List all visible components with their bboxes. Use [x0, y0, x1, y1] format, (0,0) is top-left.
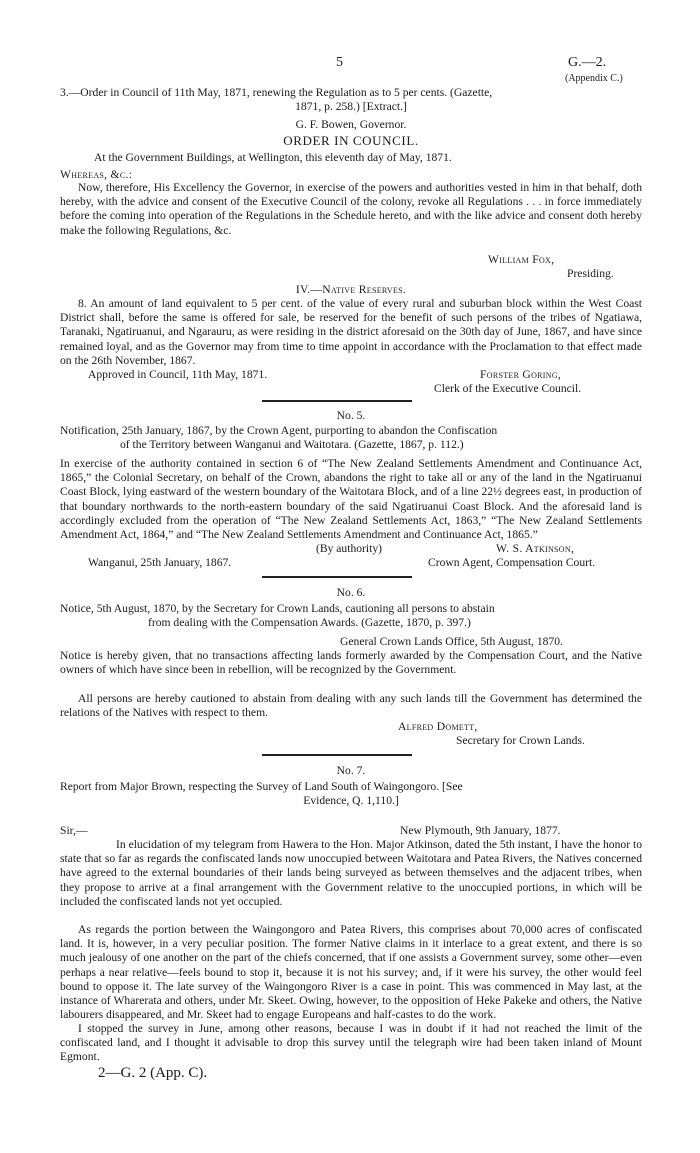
section3-title-line1: 3.—Order in Council of 11th May, 1871, renewing the Regulation as to 5 per cents. (Gazette,: [60, 86, 493, 99]
order-signer-name: William Fox,: [488, 253, 555, 266]
letter-paragraph-1: In elucidation of my telegram from Hawera to the Hon. Major Atkinson, dated the 5th instant, I have the honor to state that so far as regards the confiscated lands now unoccupied between Waitotara and Patea Rivers, the Natives concerned have agreed to the external boundaries of their lands being surveyed as between themselves and the adjacent tribes, when they propose to arrive at a final arrangement with the Government relative to the unoccupied portions, in which will be included the confiscated lands not yet occupied.: [60, 838, 642, 908]
no5-place-date: Wanganui, 25th January, 1867.: [88, 556, 232, 569]
no5-title-line2: of the Territory between Wanganui and Waitotara. (Gazette, 1867, p. 112.): [120, 438, 464, 451]
no6-body-1: Notice is hereby given, that no transactions affecting lands formerly awarded by the Compensation Court, and the Native owners of which have since been in rebellion, will be recognized by the Government.: [60, 649, 642, 677]
letter-salutation: Sir,—: [60, 824, 88, 837]
letter-paragraph-2: As regards the portion between the Waingongoro and Patea Rivers, this comprises about 70,000 acres of confiscated land. It is, however, in a very peculiar position. The former Native claims in it interlace to a great extent, and there is so much jealousy of one another on the part of the chiefs concerned, that if one assists a Government survey, some other—even perhaps a near relative—feels bound to stop it, because it is not his survey; and, if it were his survey, the other would feel bound to oppose it. The late survey of the Waingongoro River is a case in point. This was commenced in May last, at the instance of Wharerata and others, under Mr. Skeet. Owing, however, to the opposition of Heke Pakeke and others, the Native labourers disappeared, and Mr. Skeet had to engage Europeans and half-castes to do the work.: [60, 923, 642, 1022]
page-number: 5: [336, 55, 343, 70]
appendix-label: (Appendix C.): [565, 73, 623, 84]
signature-mark: 2—G. 2 (App. C).: [98, 1065, 208, 1081]
no7-number: No. 7.: [336, 764, 366, 777]
order-body: Now, therefore, His Excellency the Governor, in exercise of the powers and authorities vested in him in that behalf, doth hereby, with the advice and consent of the Executive Council of the colony, revoke all Regulations . . . in force immediately before the coming into operation of the Regulations in the Schedule hereto, and with the like advice and consent doth hereby make the following Regulations, &c.: [60, 181, 642, 237]
no6-number: No. 6.: [336, 586, 366, 599]
no7-title-line2: Evidence, Q. 1,110.]: [303, 794, 399, 807]
governor-signature: G. F. Bowen, Governor.: [295, 118, 407, 131]
native-reserves-subheading: IV.—Native Reserves.: [295, 283, 407, 296]
section-divider: [262, 576, 412, 578]
section-divider: [262, 400, 412, 402]
order-heading: ORDER IN COUNCIL.: [283, 133, 419, 148]
clerk-role: Clerk of the Executive Council.: [434, 382, 582, 395]
clerk-name: Forster Goring,: [480, 368, 562, 381]
no5-number: No. 5.: [336, 409, 366, 422]
no5-authority: (By authority): [316, 542, 383, 555]
no6-signer-name: Alfred Domett,: [398, 720, 478, 733]
section-divider: [262, 754, 412, 756]
section3-title-line2: 1871, p. 258.) [Extract.]: [295, 100, 407, 113]
no5-signer-role: Crown Agent, Compensation Court.: [428, 556, 596, 569]
no5-signer-name: W. S. Atkinson,: [496, 542, 575, 555]
no6-body-2: All persons are hereby cautioned to abstain from dealing with any such lands till the Government has determined the relations of the Natives with respect to them.: [60, 692, 642, 720]
order-place-date: At the Government Buildings, at Wellington, this eleventh day of May, 1871.: [94, 151, 452, 164]
no6-signer-role: Secretary for Crown Lands.: [456, 734, 585, 747]
clause-8: 8. An amount of land equivalent to 5 per cent. of the value of every rural and suburban block within the West Coast District shall, before the same is offered for sale, be reserved for the benefit of such persons of the tribes of Ngatiawa, Taranaki, Ngatiruanui, and Ngarauru, as were residing in the district aforesaid on the 30th day of June, 1867, and have since remained loyal, and as the Governor may from time to time appoint in accordance with the Proclamation to that effect made on the 26th November, 1867.: [60, 297, 642, 367]
no5-title-line1: Notification, 25th January, 1867, by the Crown Agent, purporting to abandon the Confiscation: [60, 424, 498, 437]
letter-paragraph-3: I stopped the survey in June, among other reasons, because I was in doubt if it had not reached the limit of the confiscated land, and I thought it advisable to drop this survey until the telegraph wire had been taken inland of Mount Egmont.: [60, 1022, 642, 1064]
whereas-line: Whereas, &c.:: [60, 168, 133, 181]
letter-place-date: New Plymouth, 9th January, 1877.: [400, 824, 561, 837]
no7-title-line1: Report from Major Brown, respecting the Survey of Land South of Waingongoro. [See: [60, 780, 463, 793]
no6-title-line2: from dealing with the Compensation Awards. (Gazette, 1870, p. 397.): [148, 616, 471, 629]
no6-title-line1: Notice, 5th August, 1870, by the Secretary for Crown Lands, cautioning all persons to abstain: [60, 602, 495, 615]
no5-body: In exercise of the authority contained in section 6 of “The New Zealand Settlements Amendment and Continuance Act, 1865,” the Colonial Secretary, on behalf of the Crown, abandons the right to take all or any of the land in the Ngatiruanui Coast Block, lying eastward of the western boundary of the Waitotara Block, and of a line 22½ degrees east, in production of that boundary northwards to the north-eastern boundary of the said Ngatiruanui Coast Block. And the aforesaid land is accordingly excluded from the operation of “The New Zealand Settlements Act, 1863,” “The New Zealand Settlements Amendment Act, 1864,” and “The New Zealand Settlements Amendment and Continuance Act, 1865.”: [60, 457, 642, 542]
order-signer-role: Presiding.: [567, 267, 614, 280]
approved-in-council: Approved in Council, 11th May, 1871.: [88, 368, 268, 381]
document-reference: G.—2.: [568, 55, 607, 70]
no6-office-date: General Crown Lands Office, 5th August, 1870.: [340, 635, 563, 648]
